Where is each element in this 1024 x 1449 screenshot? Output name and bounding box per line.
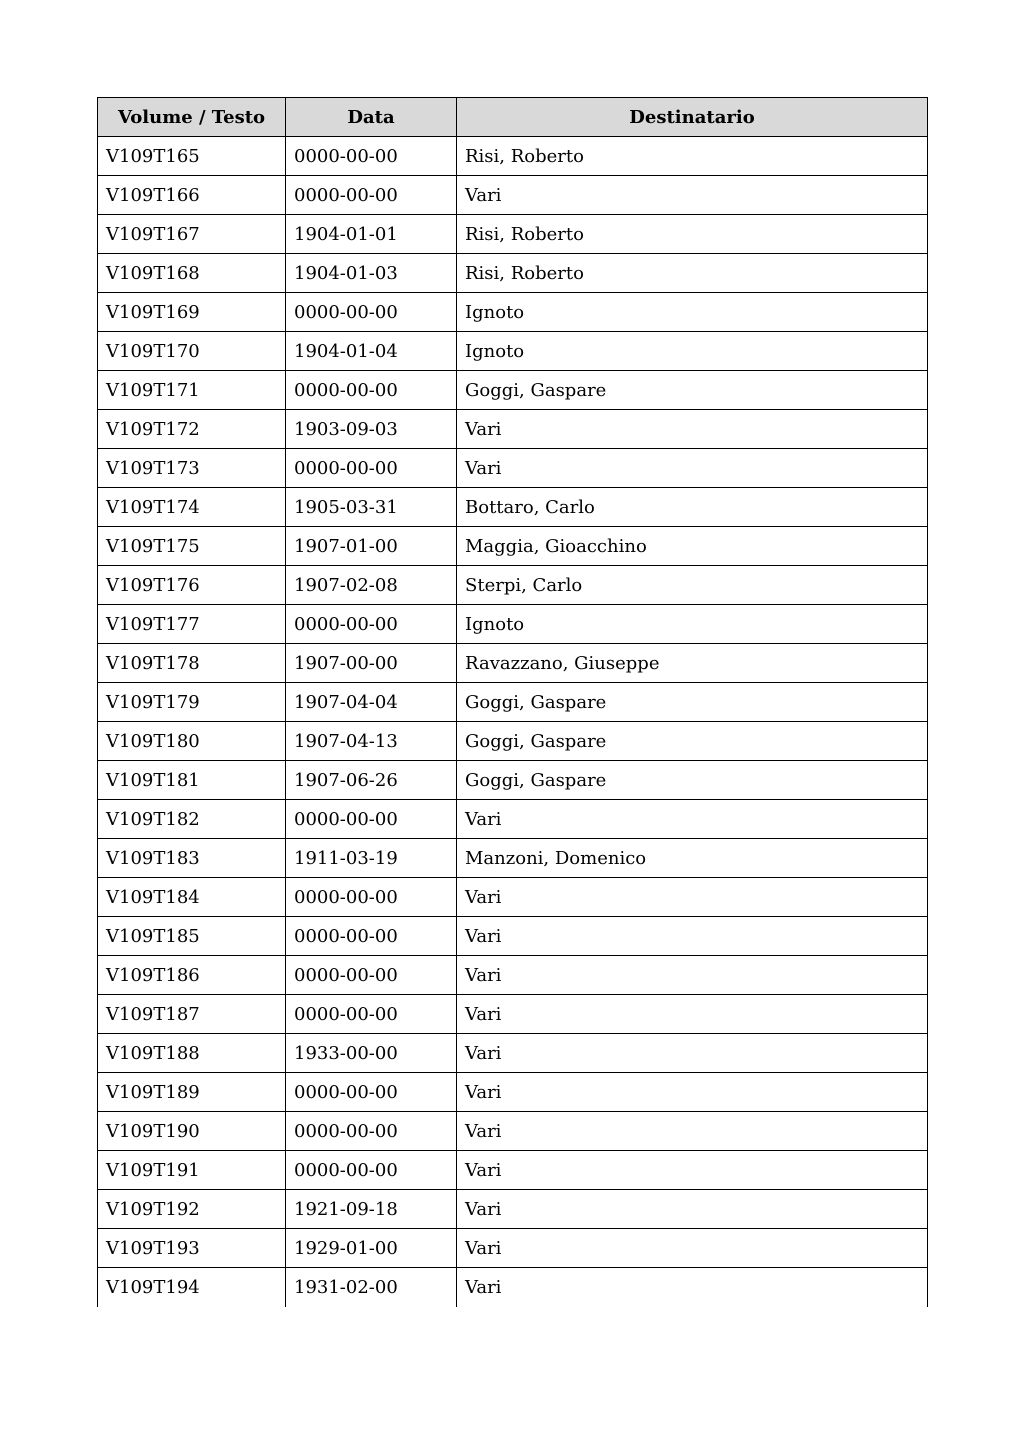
cell-data: 1904-01-03 (286, 254, 457, 293)
cell-data: 1907-06-26 (286, 761, 457, 800)
document-page (97, 97, 927, 1307)
cell-volume-testo: V109T185 (98, 917, 286, 956)
cell-volume-testo: V109T192 (98, 1190, 286, 1229)
cell-volume-testo: V109T178 (98, 644, 286, 683)
table-row (98, 176, 928, 215)
cell-volume-testo: V109T167 (98, 215, 286, 254)
cell-volume-testo: V109T188 (98, 1034, 286, 1073)
table-body (98, 137, 928, 1307)
cell-volume-testo: V109T191 (98, 1151, 286, 1190)
cell-destinatario: Goggi, Gaspare (457, 371, 928, 410)
cell-data: 1904-01-01 (286, 215, 457, 254)
letters-table (97, 97, 928, 1307)
cell-volume-testo: V109T179 (98, 683, 286, 722)
table-row (98, 137, 928, 176)
column-header-volume-testo: Volume / Testo (98, 98, 286, 137)
cell-destinatario: Goggi, Gaspare (457, 722, 928, 761)
cell-data: 1907-02-08 (286, 566, 457, 605)
table-row (98, 449, 928, 488)
cell-volume-testo: V109T186 (98, 956, 286, 995)
cell-destinatario: Vari (457, 800, 928, 839)
cell-destinatario: Risi, Roberto (457, 254, 928, 293)
cell-data: 0000-00-00 (286, 293, 457, 332)
cell-destinatario: Ignoto (457, 332, 928, 371)
cell-data: 1905-03-31 (286, 488, 457, 527)
table-row (98, 332, 928, 371)
table-row (98, 215, 928, 254)
table-row (98, 683, 928, 722)
table-row (98, 995, 928, 1034)
table-row (98, 956, 928, 995)
cell-destinatario: Vari (457, 956, 928, 995)
cell-volume-testo: V109T166 (98, 176, 286, 215)
cell-volume-testo: V109T180 (98, 722, 286, 761)
cell-destinatario: Ignoto (457, 293, 928, 332)
table-row (98, 410, 928, 449)
cell-volume-testo: V109T170 (98, 332, 286, 371)
cell-destinatario: Vari (457, 1073, 928, 1112)
table-row (98, 1229, 928, 1268)
cell-data: 0000-00-00 (286, 995, 457, 1034)
cell-volume-testo: V109T169 (98, 293, 286, 332)
cell-destinatario: Vari (457, 1034, 928, 1073)
table-row (98, 722, 928, 761)
cell-volume-testo: V109T183 (98, 839, 286, 878)
cell-data: 0000-00-00 (286, 917, 457, 956)
cell-destinatario: Vari (457, 917, 928, 956)
cell-destinatario: Vari (457, 1190, 928, 1229)
cell-volume-testo: V109T175 (98, 527, 286, 566)
cell-data: 0000-00-00 (286, 1112, 457, 1151)
cell-data: 0000-00-00 (286, 176, 457, 215)
cell-data: 0000-00-00 (286, 371, 457, 410)
cell-volume-testo: V109T194 (98, 1268, 286, 1307)
cell-volume-testo: V109T176 (98, 566, 286, 605)
table-row (98, 293, 928, 332)
cell-volume-testo: V109T190 (98, 1112, 286, 1151)
cell-data: 0000-00-00 (286, 878, 457, 917)
cell-destinatario: Bottaro, Carlo (457, 488, 928, 527)
cell-destinatario: Vari (457, 878, 928, 917)
table-row (98, 917, 928, 956)
cell-data: 1907-04-04 (286, 683, 457, 722)
cell-data: 1931-02-00 (286, 1268, 457, 1307)
table-header-row (98, 98, 928, 137)
table-row (98, 1073, 928, 1112)
cell-destinatario: Goggi, Gaspare (457, 761, 928, 800)
table-header (98, 98, 928, 137)
cell-volume-testo: V109T168 (98, 254, 286, 293)
table-row (98, 1034, 928, 1073)
table-row (98, 605, 928, 644)
cell-volume-testo: V109T177 (98, 605, 286, 644)
cell-destinatario: Vari (457, 1151, 928, 1190)
cell-destinatario: Vari (457, 995, 928, 1034)
cell-volume-testo: V109T165 (98, 137, 286, 176)
cell-data: 1907-04-13 (286, 722, 457, 761)
table-row (98, 1268, 928, 1307)
cell-data: 0000-00-00 (286, 1073, 457, 1112)
table-row (98, 761, 928, 800)
table-row (98, 839, 928, 878)
cell-data: 0000-00-00 (286, 800, 457, 839)
table-row (98, 371, 928, 410)
cell-volume-testo: V109T172 (98, 410, 286, 449)
table-row (98, 488, 928, 527)
cell-volume-testo: V109T189 (98, 1073, 286, 1112)
cell-destinatario: Ravazzano, Giuseppe (457, 644, 928, 683)
cell-destinatario: Vari (457, 1229, 928, 1268)
cell-data: 0000-00-00 (286, 956, 457, 995)
cell-destinatario: Risi, Roberto (457, 137, 928, 176)
cell-data: 0000-00-00 (286, 605, 457, 644)
cell-volume-testo: V109T174 (98, 488, 286, 527)
table-row (98, 527, 928, 566)
table-row (98, 800, 928, 839)
cell-volume-testo: V109T193 (98, 1229, 286, 1268)
column-header-data: Data (286, 98, 457, 137)
table-row (98, 1112, 928, 1151)
cell-destinatario: Ignoto (457, 605, 928, 644)
cell-data: 1907-01-00 (286, 527, 457, 566)
table-row (98, 644, 928, 683)
cell-data: 1907-00-00 (286, 644, 457, 683)
cell-volume-testo: V109T187 (98, 995, 286, 1034)
cell-volume-testo: V109T173 (98, 449, 286, 488)
table-row (98, 1151, 928, 1190)
cell-volume-testo: V109T182 (98, 800, 286, 839)
cell-volume-testo: V109T171 (98, 371, 286, 410)
cell-destinatario: Goggi, Gaspare (457, 683, 928, 722)
cell-data: 1921-09-18 (286, 1190, 457, 1229)
column-header-destinatario: Destinatario (457, 98, 928, 137)
cell-destinatario: Manzoni, Domenico (457, 839, 928, 878)
cell-destinatario: Vari (457, 410, 928, 449)
table-row (98, 566, 928, 605)
cell-volume-testo: V109T181 (98, 761, 286, 800)
cell-destinatario: Risi, Roberto (457, 215, 928, 254)
cell-destinatario: Vari (457, 449, 928, 488)
cell-destinatario: Vari (457, 176, 928, 215)
table-row (98, 254, 928, 293)
cell-data: 1903-09-03 (286, 410, 457, 449)
cell-data: 1933-00-00 (286, 1034, 457, 1073)
cell-data: 0000-00-00 (286, 449, 457, 488)
cell-data: 1911-03-19 (286, 839, 457, 878)
table-row (98, 1190, 928, 1229)
table-row (98, 878, 928, 917)
cell-data: 0000-00-00 (286, 1151, 457, 1190)
cell-data: 1904-01-04 (286, 332, 457, 371)
cell-destinatario: Vari (457, 1112, 928, 1151)
cell-data: 0000-00-00 (286, 137, 457, 176)
cell-data: 1929-01-00 (286, 1229, 457, 1268)
cell-destinatario: Sterpi, Carlo (457, 566, 928, 605)
cell-destinatario: Maggia, Gioacchino (457, 527, 928, 566)
cell-destinatario: Vari (457, 1268, 928, 1307)
cell-volume-testo: V109T184 (98, 878, 286, 917)
